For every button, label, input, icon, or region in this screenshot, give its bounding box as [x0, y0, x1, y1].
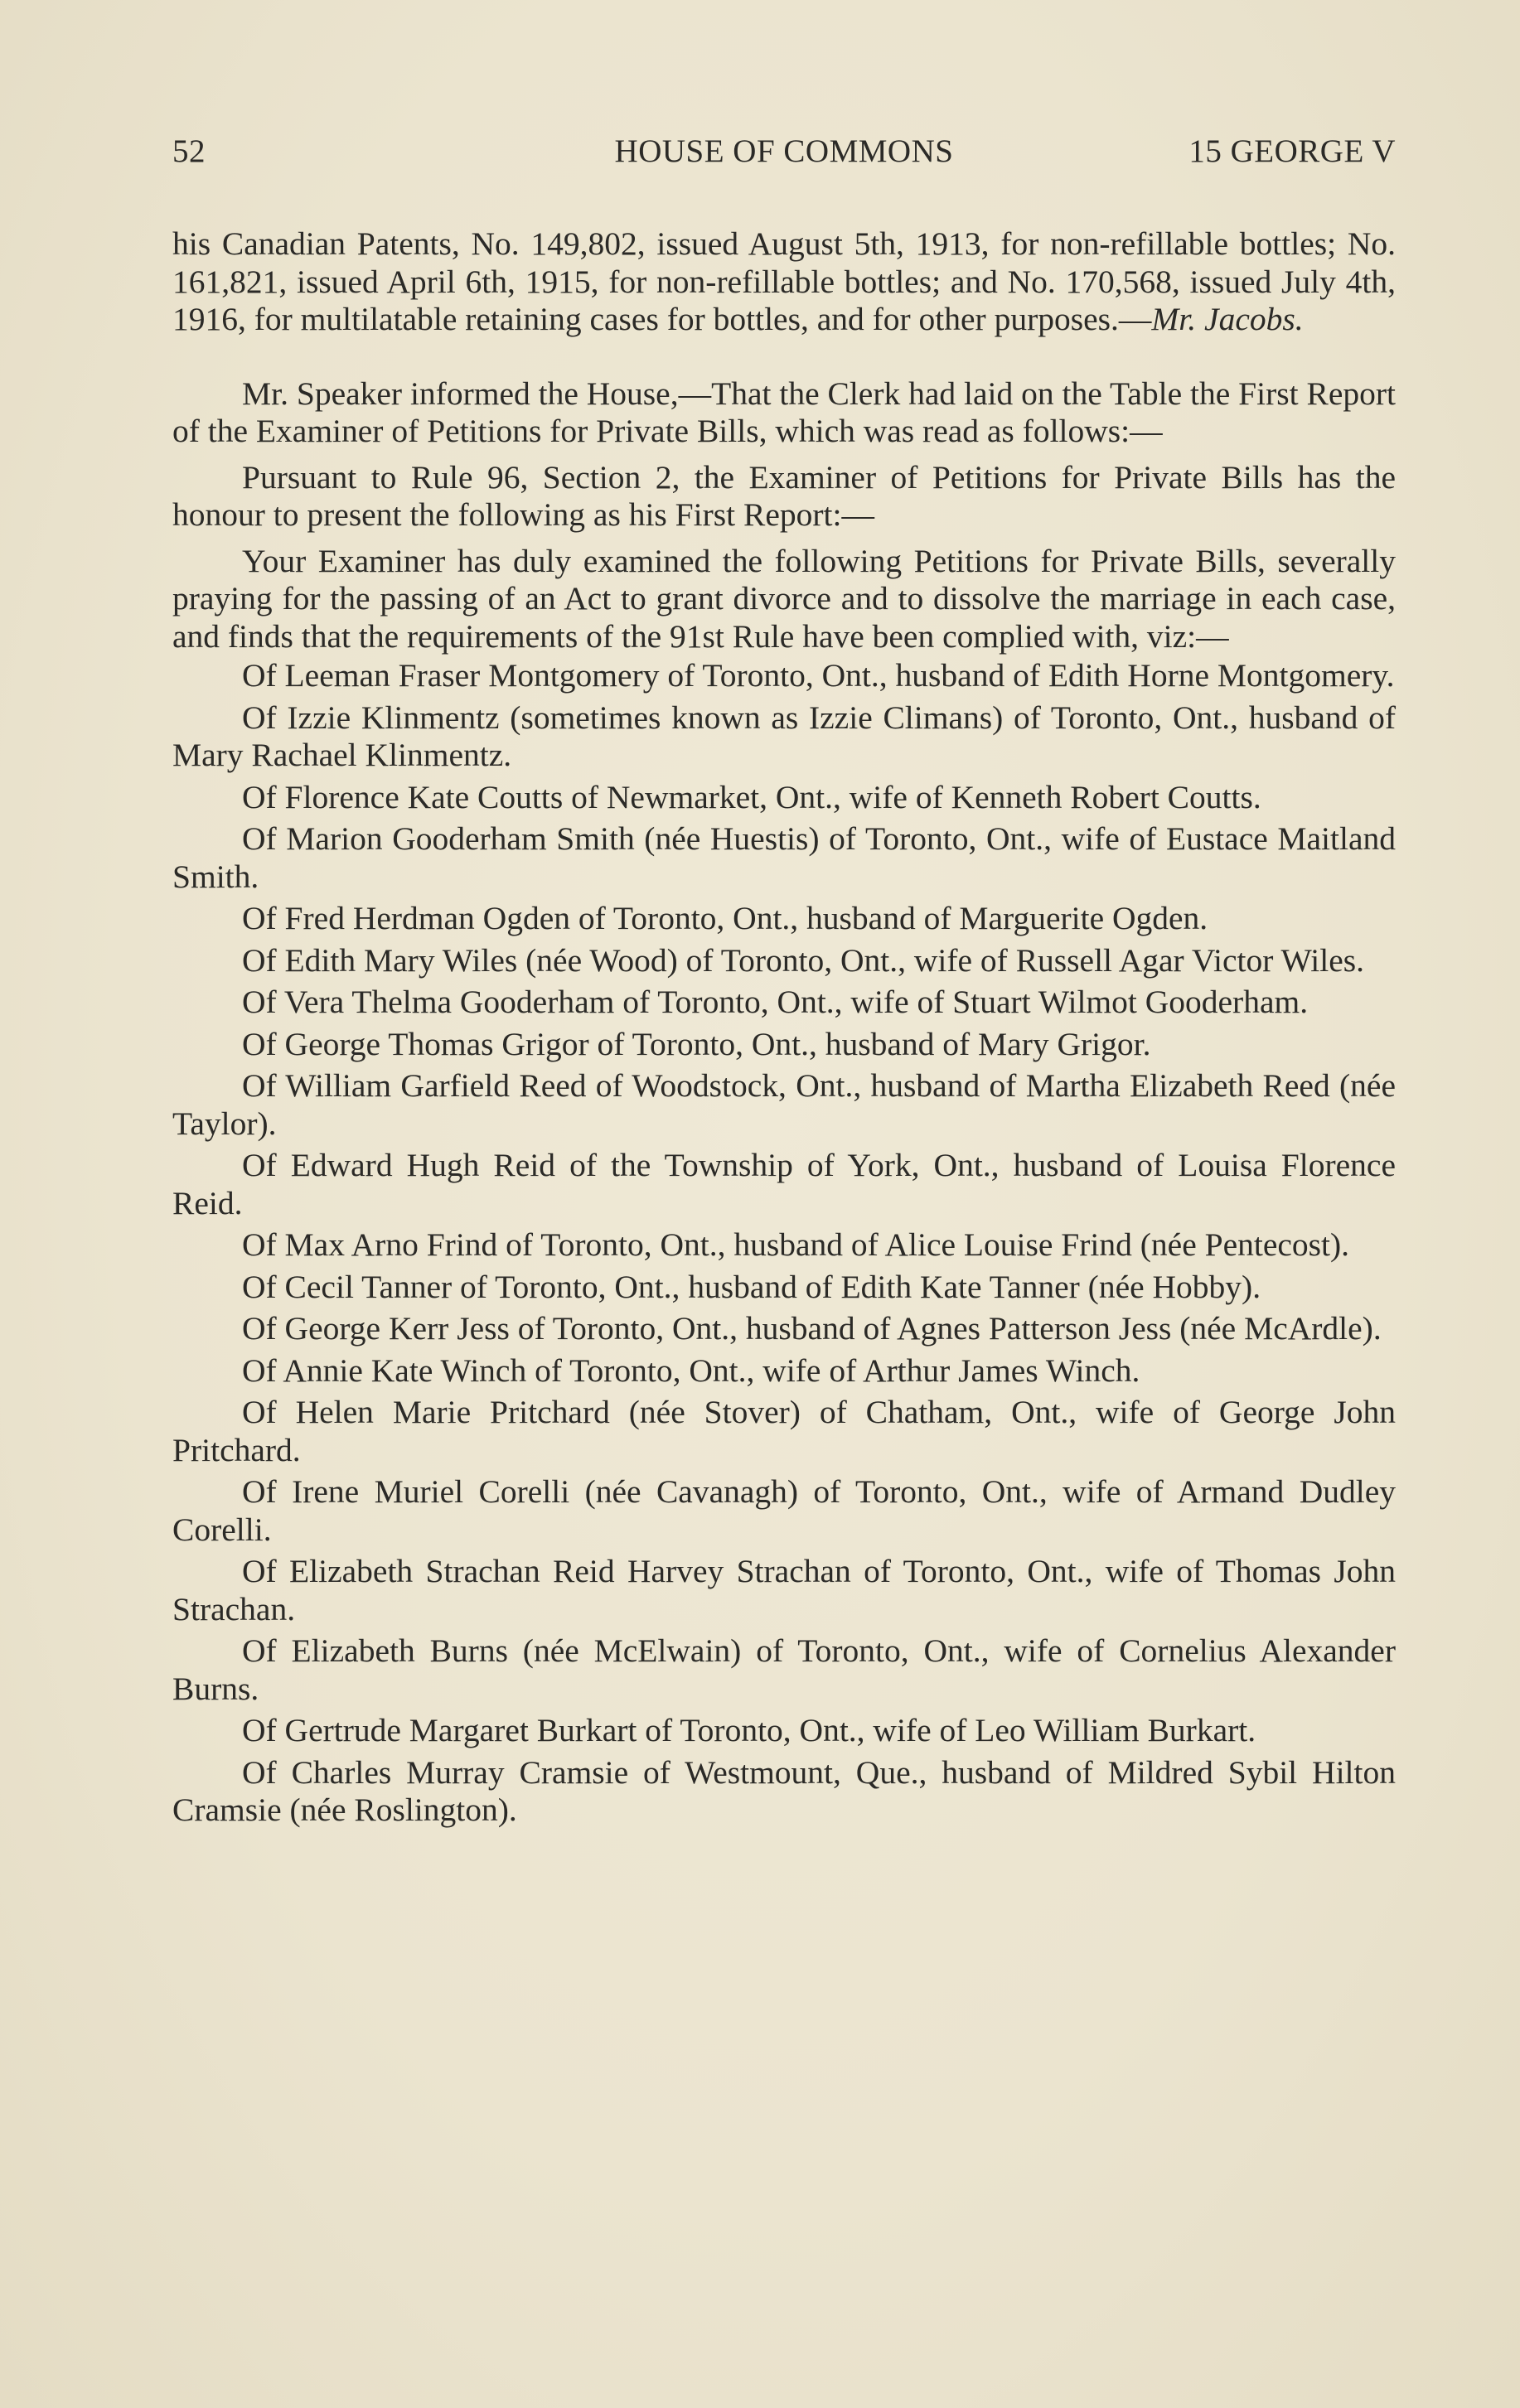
speaker-paragraph: Mr. Speaker informed the House,—That the Clerk had laid on the Table the First Report of the Examiner of Petitions for Private Bills, which was read as follows:—: [172, 375, 1396, 449]
petition-item: Of Gertrude Margaret Burkart of Toronto, Ont., wife of Leo William Burkart.: [242, 1712, 1256, 1748]
petition-item: Of Vera Thelma Gooderham of Toronto, Ont., wife of Stuart Wilmot Gooderham.: [242, 984, 1309, 1020]
petition-item: Of Marion Gooderham Smith (née Huestis) of Toronto, Ont., wife of Eustace Maitland Smith.: [172, 820, 1396, 895]
continued-paragraph: [172, 225, 1396, 339]
petition-item: Of Izzie Klinmentz (sometimes known as Izzie Climans) of Toronto, Ont., husband of Mary Rachael Klinmentz.: [172, 699, 1396, 773]
petition-item: Of Max Arno Frind of Toronto, Ont., husband of Alice Louise Frind (née Pentecost).: [242, 1226, 1350, 1263]
page-body: [172, 225, 1396, 1834]
petition-item: Of Leeman Fraser Montgomery of Toronto, Ont., husband of Edith Horne Montgomery.: [242, 657, 1395, 694]
petition-item: Of William Garfield Reed of Woodstock, Ont., husband of Martha Elizabeth Reed (née Taylor).: [172, 1067, 1396, 1142]
petition-item: Of Edward Hugh Reid of the Township of York, Ont., husband of Louisa Florence Reid.: [172, 1147, 1396, 1221]
petition-list: [172, 657, 1396, 1830]
report-intro-paragraph: Pursuant to Rule 96, Section 2, the Examiner of Petitions for Private Bills has the honour to present the following as his First Report:—: [172, 458, 1396, 533]
petition-item: Of Fred Herdman Ogden of Toronto, Ont., husband of Marguerite Ogden.: [242, 900, 1208, 936]
report-body-paragraph: Your Examiner has duly examined the following Petitions for Private Bills, severally praying for the passing of an Act to grant divorce and to dissolve the marriage in each case, and finds that the requirements of the 91st Rule have been complied with, viz:—: [172, 542, 1396, 655]
petition-item: Of Helen Marie Pritchard (née Stover) of Chatham, Ont., wife of George John Pritchard.: [172, 1394, 1396, 1468]
page-header: [172, 133, 1396, 182]
petition-item: Of George Thomas Grigor of Toronto, Ont., husband of Mary Grigor.: [242, 1025, 1151, 1062]
petition-item: Of Irene Muriel Corelli (née Cavanagh) of Toronto, Ont., wife of Armand Dudley Corelli.: [172, 1473, 1396, 1548]
running-title: HOUSE OF COMMONS: [614, 133, 954, 169]
petition-item: Of Cecil Tanner of Toronto, Ont., husband of Edith Kate Tanner (née Hobby).: [242, 1268, 1261, 1305]
page-number: 52: [172, 133, 206, 169]
regnal-year: 15 GEORGE V: [1188, 133, 1396, 169]
continued-paragraph-text: his Canadian Patents, No. 149,802, issued August 5th, 1913, for non-refillable bottles; No. 161,821, issued April 6th, 1915, for non-refillable bottles; and No. 170,568, issued July 4th, 1916, for multilatable retaining cases for bottles, and for other purposes.—: [172, 225, 1396, 337]
petition-item: Of Charles Murray Cramsie of Westmount, Que., husband of Mildred Sybil Hilton Cramsie (née Roslington).: [172, 1753, 1396, 1828]
mover-name: Mr. Jacobs.: [1151, 301, 1304, 337]
petition-item: Of Elizabeth Burns (née McElwain) of Toronto, Ont., wife of Cornelius Alexander Burns.: [172, 1632, 1396, 1707]
petition-item: Of Annie Kate Winch of Toronto, Ont., wife of Arthur James Winch.: [242, 1351, 1140, 1389]
petition-item: Of Elizabeth Strachan Reid Harvey Strachan of Toronto, Ont., wife of Thomas John Strachan.: [172, 1553, 1396, 1627]
petition-item: Of Florence Kate Coutts of Newmarket, Ont., wife of Kenneth Robert Coutts.: [242, 778, 1261, 815]
petition-item: Of George Kerr Jess of Toronto, Ont., husband of Agnes Patterson Jess (née McArdle).: [242, 1310, 1382, 1347]
petition-item: Of Edith Mary Wiles (née Wood) of Toronto, Ont., wife of Russell Agar Victor Wiles.: [242, 941, 1364, 979]
